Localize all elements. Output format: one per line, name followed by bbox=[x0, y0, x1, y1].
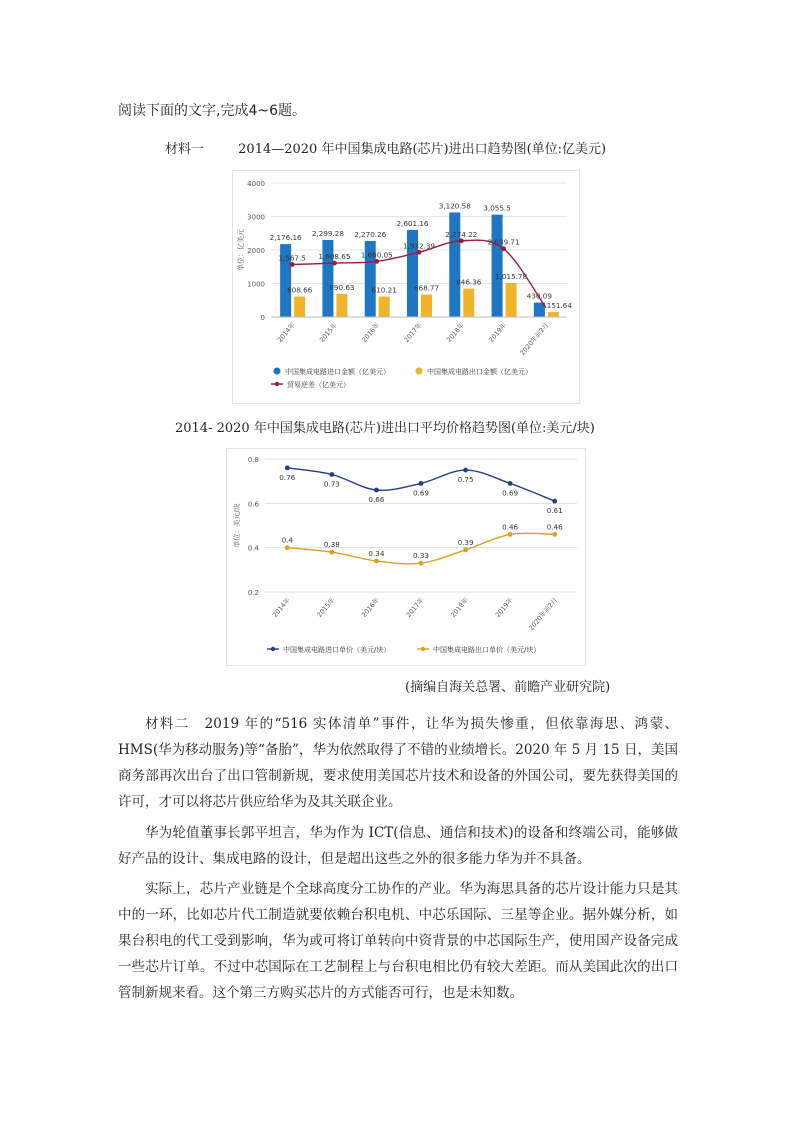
y-tick-label: 0.6 bbox=[247, 500, 259, 509]
export-data-label: 668.77 bbox=[413, 283, 440, 293]
import-price-label: 0.69 bbox=[502, 488, 519, 498]
x-tick-label: 2015年 bbox=[318, 321, 339, 344]
export-data-label: 1,015.78 bbox=[495, 271, 528, 281]
deficit-point bbox=[501, 246, 506, 251]
y-tick-label: 0.8 bbox=[247, 456, 259, 464]
deficit-point bbox=[374, 259, 379, 264]
legend-deficit-label: 贸易逆差（亿美元） bbox=[287, 381, 350, 389]
deficit-data-label: 2,039.71 bbox=[487, 237, 520, 247]
intro-text: 阅读下面的文字,完成4~6题。 bbox=[118, 103, 306, 119]
export-price-point bbox=[419, 561, 424, 566]
material2-paragraph-3: 实际上，芯片产业链是个全球高度分工协作的产业。华为海思具备的芯片设计能力只是其中的一环，比如芯片代工制造就要依赖台积电机、中芯乐国际、三星等企业。据外媒分析，如果台积电的代工受到影响，华为或可将订单转向中资背景的中芯国际生产，使用国产设备完成一些芯片订单。不过中芯国际在工艺制程上与台积电相比仍有较大差距。而从美国此次的出口管制新规来看。这个第三方购买芯片的方式能否可行，也是未知数。 bbox=[118, 881, 678, 1001]
unit-price-chart-svg bbox=[227, 449, 585, 665]
import-price-point bbox=[374, 488, 379, 493]
y-tick-label: 3000 bbox=[247, 213, 265, 222]
export-bar bbox=[463, 289, 474, 317]
y-tick-label: 0.4 bbox=[247, 544, 259, 553]
unit-price-chart bbox=[226, 448, 586, 666]
import-price-label: 0.66 bbox=[368, 495, 385, 505]
legend-export-label: 中国集成电路出口单价（美元/块） bbox=[433, 646, 541, 654]
export-price-point bbox=[374, 559, 379, 564]
x-tick-label: 2020年前2月 bbox=[527, 596, 560, 633]
deficit-data-label: 1,932.39 bbox=[402, 241, 436, 251]
import-bar bbox=[492, 215, 503, 317]
import-data-label: 430.09 bbox=[526, 291, 552, 301]
import-price-point bbox=[463, 468, 468, 473]
export-price-label: 0.38 bbox=[323, 540, 340, 550]
import-price-label: 0.61 bbox=[546, 506, 563, 516]
import-price-label: 0.73 bbox=[323, 479, 340, 489]
material1-title: 2014—2020 年中国集成电路(芯片)进出口趋势图(单位:亿美元) bbox=[238, 142, 607, 157]
import-data-label: 2,601.16 bbox=[396, 218, 429, 228]
export-price-label: 0.39 bbox=[457, 537, 474, 547]
x-tick-label: 2014年 bbox=[275, 321, 297, 344]
import-price-label: 0.76 bbox=[279, 472, 296, 482]
x-tick-label: 2016年 bbox=[360, 321, 382, 344]
export-price-label: 0.34 bbox=[368, 548, 385, 558]
export-data-label: 690.63 bbox=[329, 282, 355, 292]
import-bar bbox=[449, 212, 460, 317]
import-price-label: 0.75 bbox=[457, 475, 474, 485]
export-price-point bbox=[463, 547, 468, 552]
y-tick-label: 0.2 bbox=[247, 589, 259, 597]
export-bar bbox=[294, 297, 305, 317]
x-tick-label: 2014年 bbox=[270, 596, 292, 619]
y-tick-label: 1000 bbox=[247, 280, 265, 289]
x-tick-label: 2018年 bbox=[449, 596, 471, 619]
export-bar bbox=[379, 297, 390, 317]
deficit-point bbox=[332, 261, 337, 266]
y-tick-label: 4000 bbox=[247, 180, 265, 188]
export-bar bbox=[421, 295, 432, 317]
export-bar bbox=[506, 283, 517, 317]
trade-amount-chart bbox=[232, 170, 580, 404]
x-tick-label: 2019年 bbox=[493, 596, 515, 619]
export-price-label: 0.46 bbox=[502, 522, 519, 532]
legend-deficit-marker bbox=[275, 382, 279, 386]
material2-paragraph-2: 华为轮值董事长郭平坦言，华为作为 ICT(信息、通信和技术)的设备和终端公司，能够做好产品的设计、集成电路的设计，但是超出这些之外的很多能力华为并不具备。 bbox=[118, 825, 678, 867]
material1-label: 材料一 bbox=[165, 142, 205, 157]
import-price-label: 0.69 bbox=[412, 488, 430, 498]
export-price-label: 0.46 bbox=[546, 522, 563, 532]
export-data-label: 608.66 bbox=[287, 285, 313, 295]
deficit-data-label: 1,567.5 bbox=[278, 253, 306, 263]
import-data-label: 3,055.5 bbox=[483, 203, 511, 213]
x-tick-label: 2015年 bbox=[315, 596, 337, 619]
deficit-point bbox=[417, 250, 422, 255]
legend-import-marker bbox=[271, 647, 275, 651]
export-price-point bbox=[508, 532, 513, 537]
export-price-label: 0.4 bbox=[281, 535, 294, 545]
legend-import-marker bbox=[274, 368, 281, 375]
deficit-data-label: 2,274.22 bbox=[445, 229, 478, 239]
x-tick-label: 2019年 bbox=[487, 321, 509, 344]
x-tick-label: 2017年 bbox=[404, 596, 426, 619]
import-data-label: 2,299.28 bbox=[311, 228, 344, 238]
import-price-point bbox=[508, 481, 513, 486]
export-data-label: 846.36 bbox=[456, 277, 482, 287]
x-tick-label: 2016年 bbox=[360, 596, 381, 619]
material1-caption bbox=[165, 138, 606, 157]
export-data-label: 610.21 bbox=[371, 285, 397, 295]
y-tick-label: 2000 bbox=[247, 247, 265, 255]
export-price-point bbox=[552, 532, 557, 537]
import-price-point bbox=[329, 472, 334, 477]
material2-paragraph-1: 材料二 2019 年的“516 实体清单”事件，让华为损失惨重，但依靠海思、鸿蒙、HMS(华为移动服务)等“备胎”，华为依然取得了不错的业绩增长。2020 年 5 月 15 日，美国商务部再次出台了出口管制新规，要求使用美国芯片技术和设备的外国公司，要先获得美国的许可，才可以将芯片供应给华为及其关联企业。 bbox=[118, 716, 678, 810]
deficit-data-label: 1,660.05 bbox=[360, 250, 393, 260]
legend-export-marker bbox=[416, 368, 423, 375]
legend-import-label: 中国集成电路进口金额（亿美元） bbox=[285, 368, 390, 376]
x-tick-label: 2018年 bbox=[444, 321, 466, 344]
y-axis-title: 单位：亿美元 bbox=[237, 229, 245, 271]
export-price-label: 0.33 bbox=[412, 551, 430, 561]
legend-export-marker bbox=[421, 647, 425, 651]
deficit-point bbox=[290, 262, 295, 267]
deficit-point bbox=[459, 238, 464, 243]
y-tick-label: 0 bbox=[260, 314, 265, 322]
import-price-point bbox=[419, 481, 424, 486]
x-tick-label: 2017年 bbox=[402, 321, 424, 344]
legend-import-label: 中国集成电路进口单价（美元/块） bbox=[283, 646, 391, 654]
source-note: (摘编自海关总署、前瞻产业研究院) bbox=[405, 680, 611, 695]
material1b-caption: 2014- 2020 年中国集成电路(芯片)进出口平均价格趋势图(单位:美元/块) bbox=[175, 421, 595, 436]
export-data-label: 151.64 bbox=[546, 300, 572, 310]
import-data-label: 2,176.16 bbox=[269, 233, 302, 243]
import-price-point bbox=[552, 499, 557, 504]
import-data-label: 3,120.58 bbox=[438, 201, 471, 211]
y-axis-title: 单位：美元/块 bbox=[233, 503, 241, 548]
import-data-label: 2,270.26 bbox=[354, 229, 387, 239]
export-bar bbox=[336, 294, 347, 317]
export-bar bbox=[548, 312, 559, 317]
export-price-point bbox=[285, 545, 290, 550]
legend-export-label: 中国集成电路出口金额（亿美元） bbox=[427, 368, 532, 376]
deficit-data-label: 1,608.65 bbox=[318, 252, 351, 262]
import-price-point bbox=[285, 465, 290, 470]
export-price-point bbox=[329, 550, 334, 555]
x-tick-label: 2020年前2月 bbox=[518, 321, 551, 358]
trade-amount-chart-svg bbox=[233, 171, 579, 403]
